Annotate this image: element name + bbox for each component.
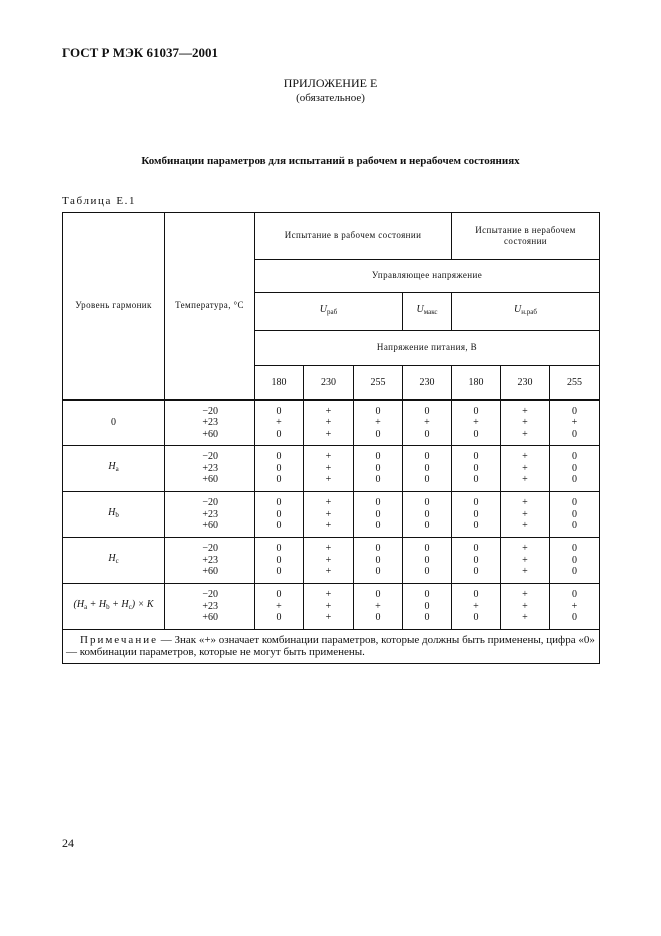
value-cell: + + + — [304, 492, 354, 538]
document-header: ГОСТ Р МЭК 61037—2001 — [62, 45, 218, 60]
temp-cell: −20 +23 +60 — [165, 584, 255, 630]
value-cell: 0 0 0 — [255, 492, 304, 538]
value-cell: 0 0 0 — [354, 492, 403, 538]
appendix-title: ПРИЛОЖЕНИЕ Е — [283, 76, 378, 90]
table-label: Таблица Е.1 — [62, 195, 137, 207]
harmonic-level: $H_a$ — [63, 446, 165, 492]
header-harmonics: Уровень гармоник — [63, 213, 165, 400]
value-cell: + + + — [304, 584, 354, 630]
value-cell: 0 0 0 — [452, 492, 501, 538]
voltage-cell: 230 — [501, 366, 550, 400]
value-cell: + + + — [501, 584, 550, 630]
table-row — [63, 538, 600, 584]
value-cell: + + + — [501, 538, 550, 584]
value-cell: 0 0 0 — [550, 538, 600, 584]
table-row — [63, 446, 600, 492]
value-cell: 0 + 0 — [354, 400, 403, 446]
value-cell: 0 + 0 — [452, 400, 501, 446]
value-cell: 0 0 0 — [452, 538, 501, 584]
header-u-rab: $U_{раб}$ — [255, 293, 403, 331]
value-cell: 0 + 0 — [255, 400, 304, 446]
temp-cell: −20 +23 +60 — [165, 446, 255, 492]
temp-cell: −20 +23 +60 — [165, 538, 255, 584]
table-row — [63, 492, 600, 538]
value-cell: + + + — [501, 400, 550, 446]
header-control-voltage: Управляющее напряжение — [255, 260, 600, 293]
table-row — [63, 400, 600, 446]
voltage-cell: 255 — [550, 366, 600, 400]
table-row — [63, 584, 600, 630]
appendix-subtitle: (обязательное) — [296, 92, 365, 104]
value-cell: 0 0 0 — [354, 446, 403, 492]
parameter-table — [62, 212, 600, 664]
header-supply-voltage: Напряжение питания, В — [255, 331, 600, 366]
temp-cell: −20 +23 +60 — [165, 400, 255, 446]
harmonic-level: 0 — [63, 400, 165, 446]
value-cell: 0 0 0 — [403, 492, 452, 538]
page-number: 24 — [62, 836, 74, 850]
value-cell: 0 0 0 — [354, 538, 403, 584]
temp-cell: −20 +23 +60 — [165, 492, 255, 538]
value-cell: 0 0 0 — [550, 446, 600, 492]
table-note: Примечание — Знак «+» означает комбинации параметров, которые должны быть применены, цифра «0» — комбинации параметров, которые не могут быть применены. — [63, 630, 600, 664]
header-temperature: Температура, °С — [165, 213, 255, 400]
value-cell: 0 0 0 — [403, 538, 452, 584]
value-cell: 0 + 0 — [354, 584, 403, 630]
harmonic-level: $H_c$ — [63, 538, 165, 584]
header-u-nrab: $U_{н.раб}$ — [452, 293, 600, 331]
voltage-cell: 180 — [452, 366, 501, 400]
value-cell: + + + — [304, 538, 354, 584]
header-working: Испытание в рабочем состоянии — [255, 213, 452, 260]
value-cell: + + + — [501, 446, 550, 492]
value-cell: 0 0 0 — [403, 446, 452, 492]
value-cell: + + + — [501, 492, 550, 538]
header-nonworking: Испытание в нерабочем состоянии — [452, 213, 600, 260]
value-cell: 0 + 0 — [550, 400, 600, 446]
value-cell: 0 0 0 — [255, 538, 304, 584]
value-cell: + + + — [304, 400, 354, 446]
value-cell: 0 + 0 — [452, 584, 501, 630]
table-note-row — [63, 630, 600, 664]
voltage-cell: 255 — [354, 366, 403, 400]
value-cell: 0 0 0 — [452, 446, 501, 492]
value-cell: 0 0 0 — [255, 446, 304, 492]
value-cell: 0 0 0 — [403, 584, 452, 630]
section-title: Комбинации параметров для испытаний в рабочем и нерабочем состояниях — [141, 155, 520, 167]
harmonic-level: $H_b$ — [63, 492, 165, 538]
value-cell: 0 + 0 — [255, 584, 304, 630]
header-u-maks: $U_{макс}$ — [403, 293, 452, 331]
voltage-cell: 180 — [255, 366, 304, 400]
value-cell: 0 0 0 — [550, 492, 600, 538]
appendix-heading — [0, 76, 661, 106]
voltage-cell: 230 — [304, 366, 354, 400]
value-cell: 0 + 0 — [403, 400, 452, 446]
voltage-cell: 230 — [403, 366, 452, 400]
value-cell: + + + — [304, 446, 354, 492]
value-cell: 0 + 0 — [550, 584, 600, 630]
harmonic-level: $(H_a + H_b + H_c) \times K$ — [63, 584, 165, 630]
